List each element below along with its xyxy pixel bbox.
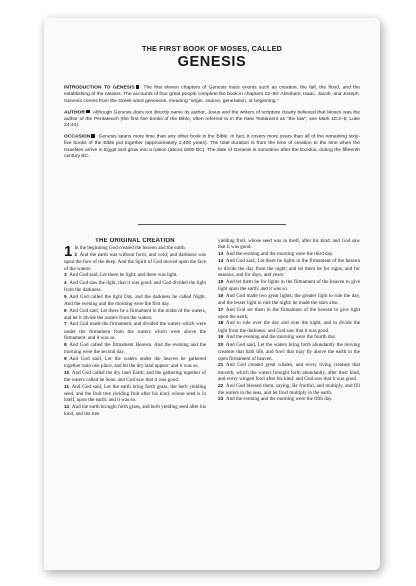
occasion-label: OCCASION [64, 134, 91, 140]
verse [218, 307, 360, 321]
verse-number: 21 [218, 363, 224, 369]
verse-text: And God said, Let there be a firmament in the midst of the waters, and let it divide the waters from the waters. [64, 307, 206, 321]
verse [64, 356, 206, 370]
introduction-text: The first eleven chapters of Genesis trace events such as creation, the fall, the flood, and the establishing of the nations. The accounts of four great people complete the book in chapters 12–50: Abraham, Isaac, Jacob, and Joseph. Genesis comes from the Greek word geneseos, meaning “origin, source, generation, or beginning.” [64, 85, 360, 104]
author-text: Although Genesis does not directly name its author, Jesus and the writers of scripture clearly believed that Moses was the author of the Pentateuch (the first five books of the Bible, often referred to in the New Testament as “the law”; see Mark 10:3–5; Luke 24:44). [64, 110, 360, 129]
verse [64, 294, 206, 308]
introduction-label: INTRODUCTION TO GENESIS [64, 85, 135, 91]
verse-number: 4 [64, 280, 67, 286]
verse [218, 362, 360, 382]
verse [64, 272, 206, 279]
verse-text: And God said, Let the earth bring forth grass, the herb yielding seed, and the fruit tree yielding fruit after his kind, whose seed is in itself, upon the earth: and it was so. [64, 383, 206, 404]
verse-text: In the beginning God created the heaven and the earth. [74, 245, 186, 252]
introduction-paragraph [64, 85, 360, 105]
verse-text: And God said, Let the waters bring forth abundantly the moving creature that hath life, and fowl that may fly above the earth in the open firmament of heaven. [218, 341, 360, 362]
verse-number: 6 [64, 308, 67, 314]
verse [64, 252, 206, 272]
scripture-column-right [218, 238, 360, 560]
verse-text: And God called the dry land Earth; and the gathering together of the waters called he Seas: and God saw that it was good. [64, 369, 206, 384]
verse-number: 9 [64, 356, 67, 362]
verse-number: 15 [218, 279, 224, 285]
book-kicker: THE FIRST BOOK OF MOSES, CALLED [142, 44, 282, 53]
verse-text: And the earth brought forth grass, and herb yielding seed after his kind, and the tree [64, 403, 206, 418]
verse [64, 370, 206, 384]
verse [64, 404, 206, 418]
verse-number: 13 [218, 251, 224, 257]
verse-text: And God saw the light, that it was good: and God divided the light from the darkness. [64, 279, 206, 294]
book-title: GENESIS [177, 54, 247, 70]
square-bullet-icon [86, 110, 90, 114]
verse-number: 2 [74, 252, 78, 258]
verse-text: And God created great whales, and every living creature that moveth, which the waters brought forth abundantly, after their kind, and every winged fowl after his kind: and God saw that it was good. [218, 362, 360, 383]
verse-number: 5 [64, 294, 67, 300]
verse-number: 19 [218, 335, 224, 341]
scripture-columns [64, 238, 360, 560]
verse [218, 279, 360, 293]
bible-page [44, 18, 380, 570]
verse-number: 23 [218, 397, 224, 403]
verse-number: 20 [218, 342, 224, 348]
verse-text: yielding fruit, whose seed was in itself, after his kind: and God saw that it was good. [218, 238, 360, 251]
verse [218, 383, 360, 397]
chapter-number: 1 [64, 243, 73, 261]
verse-text: And God said, Let there be lights in the firmament of the heaven to divide the day from the night; and let them be for signs, and for seasons, and for days, and years: [218, 258, 360, 279]
verse-text: And God called the light Day, and the darkness he called Night. And the evening and the morning were the first day. [64, 293, 206, 308]
verse-text: And the evening and the morning were the fifth day. [225, 396, 333, 403]
verse [218, 396, 360, 403]
verse [64, 321, 206, 341]
verse [218, 293, 360, 307]
verse-number: 7 [64, 322, 67, 328]
section-divider [138, 224, 286, 225]
verse [64, 308, 206, 322]
verse-text: And God called the firmament Heaven. And the evening and the morning were the second day. [64, 341, 206, 356]
verse [64, 342, 206, 356]
verse-number: 12 [64, 404, 70, 410]
verse-text: And let them be for lights in the firmament of the heaven to give light upon the earth: and it was so. [218, 278, 360, 293]
verse-text: And the evening and the morning were the third day. [225, 250, 334, 257]
verse-number: 11 [64, 384, 70, 390]
verse-number: 3 [64, 273, 67, 279]
verse [64, 280, 206, 294]
verse [218, 342, 360, 362]
scripture-column-left [64, 238, 206, 560]
occasion-text: Genesis spans more time than any other book in the Bible. In fact, it covers more years than all of the remaining sixty-five books of the Bible put together (approximately 2,400 years). The total duration is from the time of creation to the time when the Israelites arrive in Egypt and grow into a nation (about 1800 BC). The date of Genesis is sometime after the Exodus, during the fifteenth century BC. [64, 134, 360, 160]
verse [218, 238, 360, 251]
verse-text: And God made the firmament, and divided the waters which were under the firmament from the waters which were above the firmament: and it was so. [64, 321, 206, 342]
verse-text: And God set them in the firmament of the heaven to give light upon the earth, [218, 306, 360, 320]
square-bullet-icon [136, 85, 140, 89]
verse [64, 384, 206, 404]
verse-number: 22 [218, 383, 224, 389]
verse [218, 258, 360, 278]
verse-text: And God said, Let the waters under the heaven be gathered together unto one place, and let the dry land appear: and it was so. [64, 355, 206, 370]
verse [218, 320, 360, 334]
square-bullet-icon [91, 134, 95, 138]
verse [218, 334, 360, 341]
verse-number: 18 [218, 321, 224, 327]
verse-number: 8 [64, 342, 67, 348]
verse-number: 16 [218, 293, 224, 299]
verse-text: And God blessed them, saying, Be fruitful, and multiply, and fill the waters in the seas, and let fowl multiply in the earth. [218, 382, 360, 396]
occasion-paragraph [64, 134, 360, 161]
verse-text: And to rule over the day and over the night, and to divide the light from the darkness: and God saw that it was good. [218, 320, 360, 334]
verse-text: And the evening and the morning were the fourth day. [225, 334, 337, 341]
verse-text: And the earth was without form, and void; and darkness was upon the face of the deep. And the Spirit of God moved upon the face of the waters. [64, 251, 206, 272]
section-heading: THE ORIGINAL CREATION [95, 238, 175, 244]
author-paragraph [64, 110, 360, 130]
verse-number: 10 [64, 370, 70, 376]
verse-number: 14 [218, 259, 224, 265]
verse-number: 17 [218, 307, 224, 313]
verse-text: And God made two great lights; the greater light to rule the day, and the lesser light to rule the night: he made the stars also. [218, 292, 360, 307]
author-label: AUTHOR [64, 110, 85, 116]
book-introduction [64, 85, 360, 165]
verse-text: And God said, Let there be light: and there was light. [69, 272, 178, 279]
